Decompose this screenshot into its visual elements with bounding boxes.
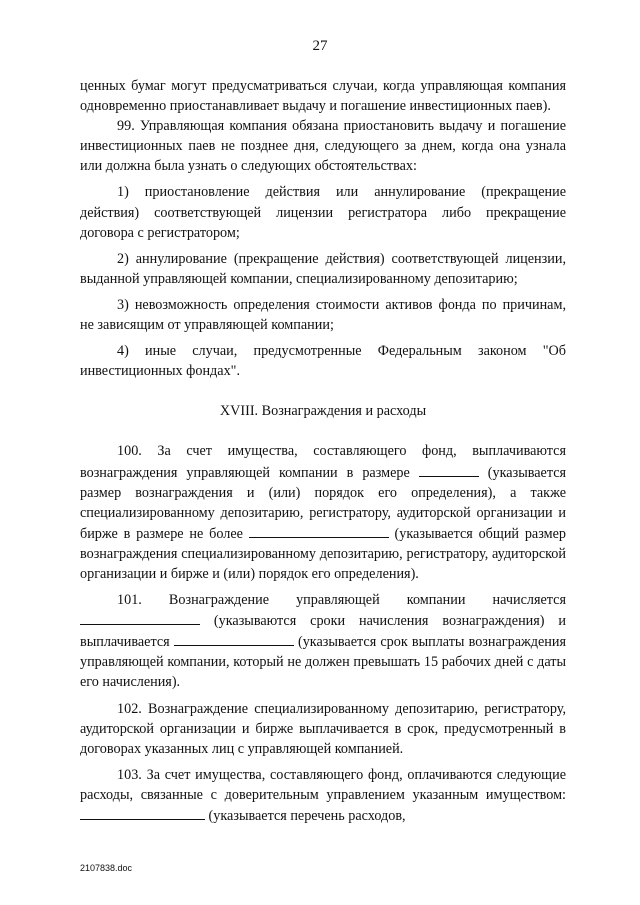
paragraph-99: 99. Управляющая компания обязана приостановить выдачу и погашение инвестиционных паев не позднее дня, следующего за днем, когда она узнала или должна была узнать о следующих обстоятельствах: [80,118,566,175]
paragraph-100-part-a: 100. За счет имущества, составляющего фонд, выплачиваются вознаграждения управляющей компании в размере [80,443,566,481]
paragraph-101-part-b: (указываются сроки начисления вознаграждения) и выплачивается [80,613,567,651]
list-item-99-4: 4) иные случаи, предусмотренные Федеральным законом "Об инвестиционных фондах". [80,343,566,380]
paragraph-100-part-c: (указывается общий размер вознаграждения специализированному депозитарию, регистратору, аудиторской организации и бирже и (или) порядок его определения). [80,525,566,582]
fill-in-blank [249,523,389,538]
fill-in-blank [419,462,479,477]
paragraph-103-part-b: (указывается перечень расходов, [208,808,406,824]
paragraph-103-part-a: 103. За счет имущества, составляющего фонд, оплачиваются следующие расходы, связанные с доверительным управлением указанным имуществом: [80,766,566,803]
document-filename: 2107838.doc [80,863,133,873]
paragraph-101 [80,590,566,692]
fill-in-blank [80,610,200,625]
paragraph-continuation: ценных бумаг могут предусматриваться случаи, когда управляющая компания одновременно приостанавливает выдачу и погашение инвестиционных паев). [80,78,566,115]
paragraph-101-part-a: 101. Вознаграждение управляющей компании начисляется [117,592,566,609]
paragraph-102: 102. Вознаграждение специализированному депозитарию, регистратору, аудиторской организации и бирже выплачивается в срок, предусмотренный в договорах указанных лиц с управляющей компанией. [80,700,566,757]
list-item-99-1: 1) приостановление действия или аннулирование (прекращение действия) соответствующей лицензии регистратора либо прекращение договора с регистратором; [80,184,566,241]
section-heading: XVIII. Вознаграждения и расходы [219,403,427,420]
list-item-99-3: 3) невозможность определения стоимости активов фонда по причинам, не зависящим от управляющей компании; [80,296,566,334]
document-body [80,76,566,826]
list-item-99-2: 2) аннулирование (прекращение действия) соответствующей лицензии, выданной управляющей компании, специализированному депозитарию; [80,250,566,287]
paragraph-103 [80,765,566,826]
page-number: 27 [312,38,328,54]
fill-in-blank [80,805,205,820]
fill-in-blank [174,631,294,646]
paragraph-100 [80,441,566,584]
paragraph-100-part-b: (указывается размер вознаграждения и (или) порядок его определения), а также специализированному депозитарию, регистратору, аудиторской организации и бирже в размере не более [80,464,567,542]
paragraph-101-part-c: (указывается срок выплаты вознаграждения управляющей компании, который не должен превышать 15 рабочих дней с даты его начисления). [80,634,567,691]
